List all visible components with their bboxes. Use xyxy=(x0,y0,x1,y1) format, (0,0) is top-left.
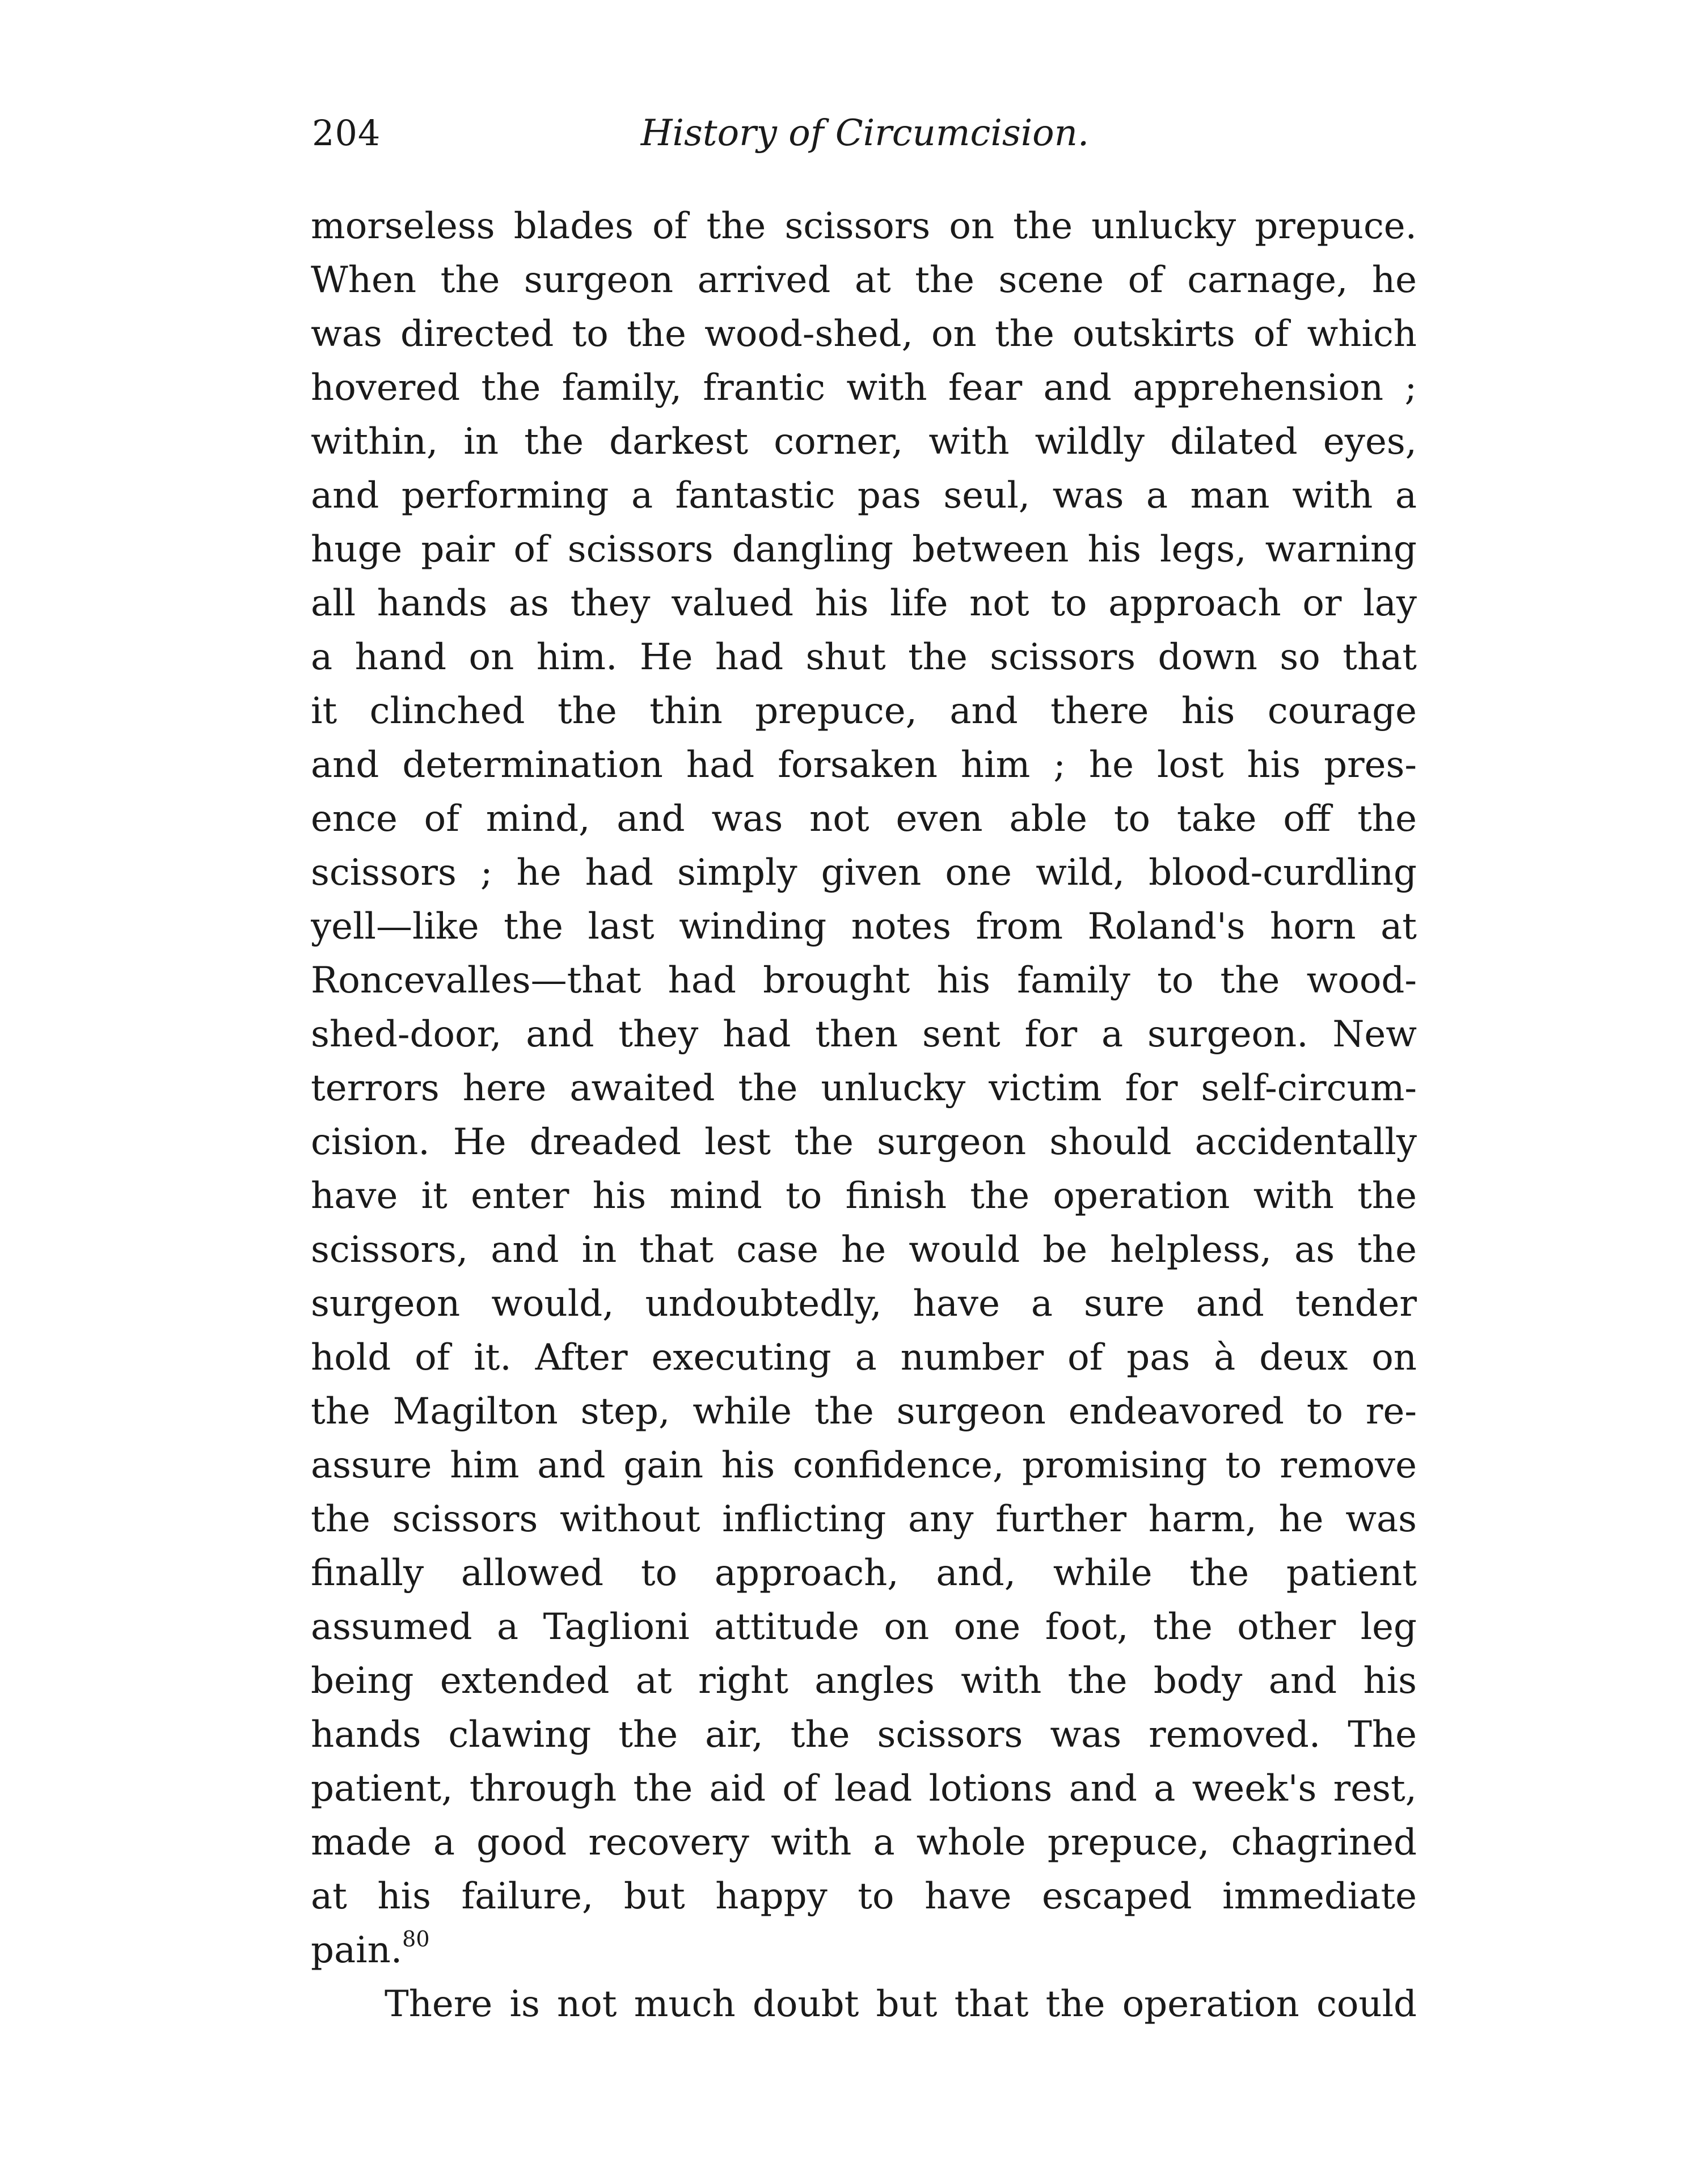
text-line: cision. He dreaded lest the surgeon should accidentally xyxy=(311,1121,1417,1163)
text-line: the scissors without inflicting any further harm, he was xyxy=(311,1498,1417,1540)
text-line: have it enter his mind to finish the operation with the xyxy=(311,1175,1417,1217)
text-line: and determination had forsaken him ; he lost his pres- xyxy=(311,744,1417,786)
text-line: ence of mind, and was not even able to take off the xyxy=(311,798,1417,840)
text-line: scissors ; he had simply given one wild, blood-curdling xyxy=(311,852,1417,894)
text-line: assumed a Taglioni attitude on one foot, the other leg xyxy=(311,1606,1417,1648)
text-line: was directed to the wood-shed, on the outskirts of which xyxy=(311,313,1417,355)
paragraph-start-line: There is not much doubt but that the operation could xyxy=(385,1983,1417,2025)
text-line: made a good recovery with a whole prepuce, chagrined xyxy=(311,1822,1417,1864)
text-line: finally allowed to approach, and, while the patient xyxy=(311,1552,1417,1594)
footnote-reference[interactable]: 80 xyxy=(402,1927,430,1951)
text-line: within, in the darkest corner, with wildly dilated eyes, xyxy=(311,421,1417,463)
text-line: shed-door, and they had then sent for a surgeon. New xyxy=(311,1013,1417,1055)
text-line: patient, through the aid of lead lotions and a week's rest, xyxy=(311,1768,1417,1810)
paragraph-end-line xyxy=(311,1924,1417,1978)
text-line: the Magilton step, while the surgeon endeavored to re- xyxy=(311,1391,1417,1433)
body-text xyxy=(311,200,1417,2031)
text-line: a hand on him. He had shut the scissors down so that xyxy=(311,636,1417,678)
text-line: terrors here awaited the unlucky victim for self-circum- xyxy=(311,1067,1417,1109)
text-line: hold of it. After executing a number of pas à deux on xyxy=(311,1337,1417,1379)
text-line: at his failure, but happy to have escaped immediate xyxy=(311,1875,1417,1917)
text-line: huge pair of scissors dangling between his legs, warning xyxy=(311,529,1417,571)
text-line: being extended at right angles with the body and his xyxy=(311,1660,1417,1702)
text-line: Roncevalles—that had brought his family to the wood- xyxy=(311,960,1417,1002)
text-line: it clinched the thin prepuce, and there his courage xyxy=(311,690,1417,732)
text-line: hovered the family, frantic with fear and apprehension ; xyxy=(311,367,1417,409)
text-line: hands clawing the air, the scissors was removed. The xyxy=(311,1714,1417,1756)
text-line: surgeon would, undoubtedly, have a sure and tender xyxy=(311,1283,1417,1325)
text-line: morseless blades of the scissors on the unlucky prepuce. xyxy=(311,205,1417,247)
page-number: 204 xyxy=(312,112,381,154)
text-line: When the surgeon arrived at the scene of carnage, he xyxy=(311,259,1417,301)
text-line: and performing a fantastic pas seul, was a man with a xyxy=(311,475,1417,517)
running-title: History of Circumcision. xyxy=(640,112,1090,154)
text-line: all hands as they valued his life not to approach or lay xyxy=(311,582,1417,624)
text-line: pain. xyxy=(311,1929,403,1971)
text-line: scissors, and in that case he would be helpless, as the xyxy=(311,1229,1417,1271)
text-line: assure him and gain his confidence, promising to remove xyxy=(311,1444,1417,1486)
page-header xyxy=(312,108,1418,159)
text-line: yell—like the last winding notes from Roland's horn at xyxy=(311,906,1417,948)
